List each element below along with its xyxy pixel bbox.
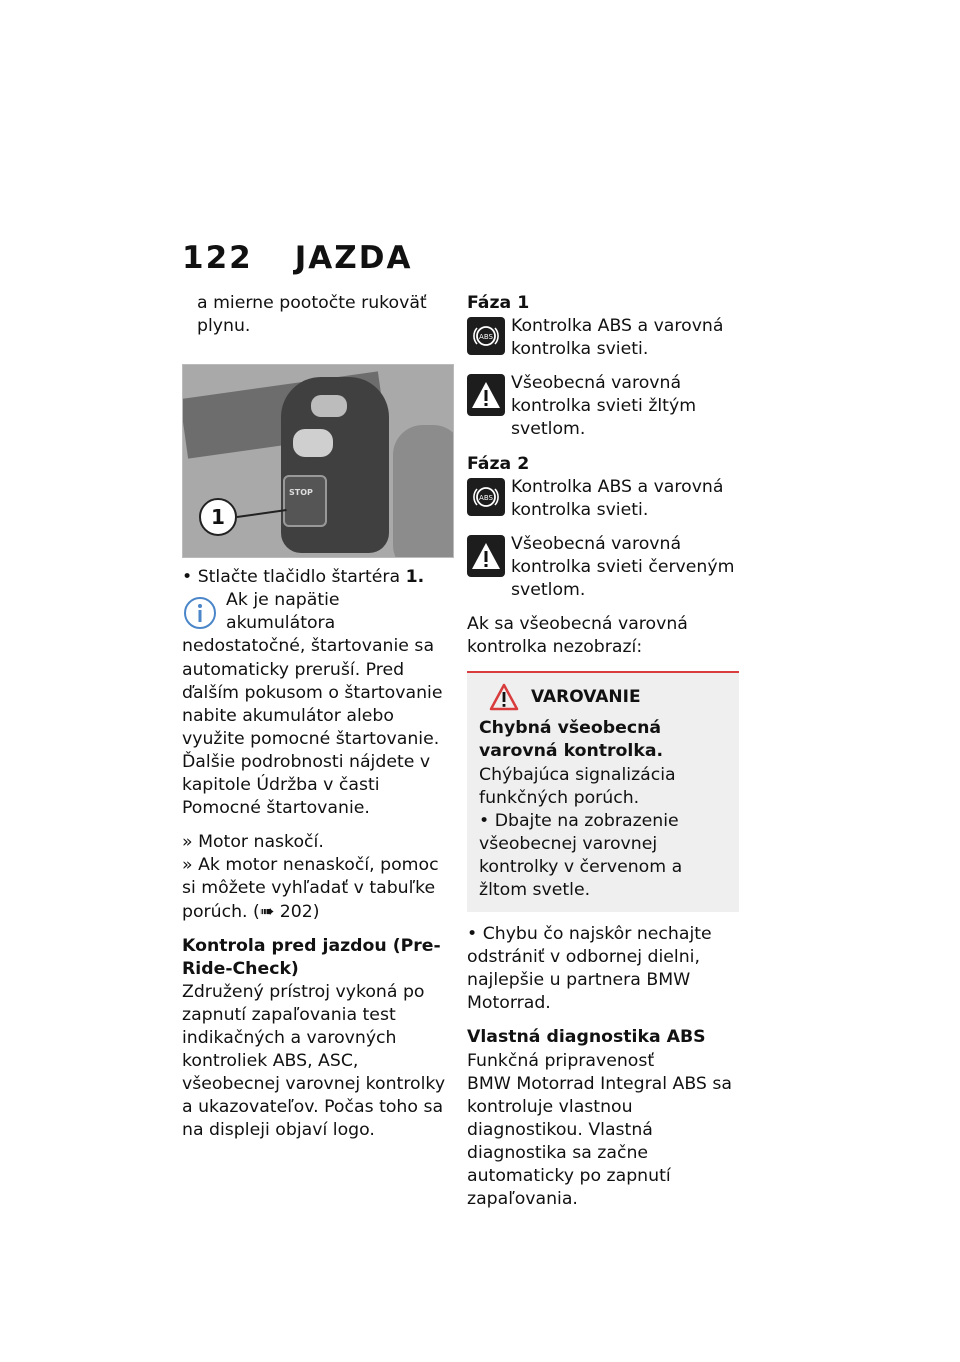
step-text: Stlačte tlačidlo štartéra bbox=[197, 567, 401, 588]
page-header bbox=[182, 240, 412, 276]
result-2: » Ak motor nenaskočí, pomoc si môžete vyhľadať v tabuľke porúch. (➠ 202) bbox=[182, 855, 439, 922]
info-note bbox=[182, 589, 454, 820]
warning-body: Chýbajúca signalizácia funkčných porúch. bbox=[479, 764, 676, 808]
abs-warning-icon bbox=[467, 478, 505, 516]
warning-triangle-icon bbox=[489, 683, 519, 711]
result-2-text: Ak motor nenaskočí, pomoc si môžete vyhľadať v tabuľke porúch. bbox=[182, 855, 439, 922]
section-heading: Kontrola pred jazdou (Pre-Ride-Check) bbox=[182, 935, 441, 979]
abs-warning-icon bbox=[467, 317, 505, 355]
not-shown-text: Ak sa všeobecná varovná kontrolka nezobrazí: bbox=[467, 614, 688, 658]
diag-sub: Funkčná pripravenosť bbox=[467, 1050, 655, 1071]
intro-text: a mierne pootočte rukoväť plynu. bbox=[197, 293, 427, 337]
result-1: » Motor naskočí. bbox=[182, 832, 324, 853]
warning-title: VAROVANIE bbox=[531, 686, 641, 707]
warning-bullet: • Dbajte na zobrazenie všeobecnej varovnej kontrolky v červenom a žltom svetle. bbox=[479, 810, 683, 900]
step-number: 1. bbox=[405, 567, 425, 588]
warning-bullet-text: Dbajte na zobrazenie všeobecnej varovnej kontrolky v červenom a žltom svetle. bbox=[479, 810, 683, 900]
warning-bold: Chybná všeobecná varovná kontrolka. bbox=[479, 718, 664, 762]
switch-button-top bbox=[311, 395, 347, 417]
phase-1-abs-row bbox=[467, 315, 739, 361]
phase-1-abs-text: Kontrolka ABS a varovná kontrolka svieti. bbox=[511, 316, 724, 360]
svg-text:ABS: ABS bbox=[479, 493, 493, 502]
phase-1-warn-row bbox=[467, 372, 739, 441]
info-text: Ak je napätie akumulátora nedostatočné, štartovanie sa automaticky preruší. Pred ďalším pokusom o štartovanie nabite akumulátor alebo využite pomocné štartovanie. bbox=[182, 590, 443, 749]
page-number: 122 bbox=[182, 240, 253, 276]
page-reference: 202) bbox=[279, 901, 320, 922]
phase-1-heading: Fáza 1 bbox=[467, 293, 530, 313]
chapter-title: JAZDA bbox=[294, 240, 413, 276]
switch-button-middle bbox=[293, 429, 333, 457]
phase-2-abs-text: Kontrolka ABS a varovná kontrolka svieti. bbox=[511, 476, 724, 520]
marker-leader-line bbox=[237, 509, 287, 518]
phase-2-abs-row bbox=[467, 476, 739, 522]
general-warning-icon bbox=[467, 374, 505, 416]
handlebar-photo bbox=[182, 364, 454, 558]
left-column bbox=[182, 292, 454, 1142]
arrow-ref-icon: ➠ bbox=[259, 901, 275, 922]
step-bullet: • Stlačte tlačidlo štartéra 1. bbox=[182, 567, 425, 588]
right-column bbox=[467, 292, 739, 1211]
bullet-after-text: Chybu čo najskôr nechajte odstrániť v odbornej dielni, najlepšie u partnera BMW Motorrad. bbox=[467, 924, 712, 1014]
general-warning-icon bbox=[467, 535, 505, 577]
phase-2-heading: Fáza 2 bbox=[467, 453, 530, 474]
photo-marker: 1 bbox=[199, 498, 237, 536]
result-1-text: Motor naskočí. bbox=[198, 832, 324, 853]
info-text-2: Ďalšie podrobnosti nájdete v kapitole Údržba v časti Pomocné štartovanie. bbox=[182, 751, 431, 819]
phase-2-warn-text: Všeobecná varovná kontrolka svieti červeným svetlom. bbox=[511, 533, 735, 601]
stop-label: STOP bbox=[289, 488, 313, 498]
info-icon bbox=[182, 595, 218, 631]
section-body: Združený prístroj vykoná po zapnutí zapaľovania test indikačných a varovných kontroliek ABS, ASC, všeobecnej varovnej kontrolky a ukazovateľov. Počas toho sa na displeji objaví logo. bbox=[182, 981, 446, 1141]
phase-1-warn-text: Všeobecná varovná kontrolka svieti žltým svetlom. bbox=[511, 373, 697, 440]
svg-text:ABS: ABS bbox=[479, 333, 493, 342]
diag-body: BMW Motorrad Integral ABS sa kontroluje vlastnou diagnostikou. Vlastná diagnostika sa začne automaticky po zapnutí zapaľovania. bbox=[467, 1073, 732, 1210]
bullet-after: • Chybu čo najskôr nechajte odstrániť v odbornej dielni, najlepšie u partnera BMW Motorrad. bbox=[467, 924, 712, 1014]
warning-box bbox=[467, 671, 739, 912]
diag-heading: Vlastná diagnostika ABS bbox=[467, 1027, 706, 1048]
phase-2-warn-row bbox=[467, 533, 739, 602]
warning-header bbox=[479, 683, 729, 711]
throttle-grip bbox=[393, 425, 454, 558]
